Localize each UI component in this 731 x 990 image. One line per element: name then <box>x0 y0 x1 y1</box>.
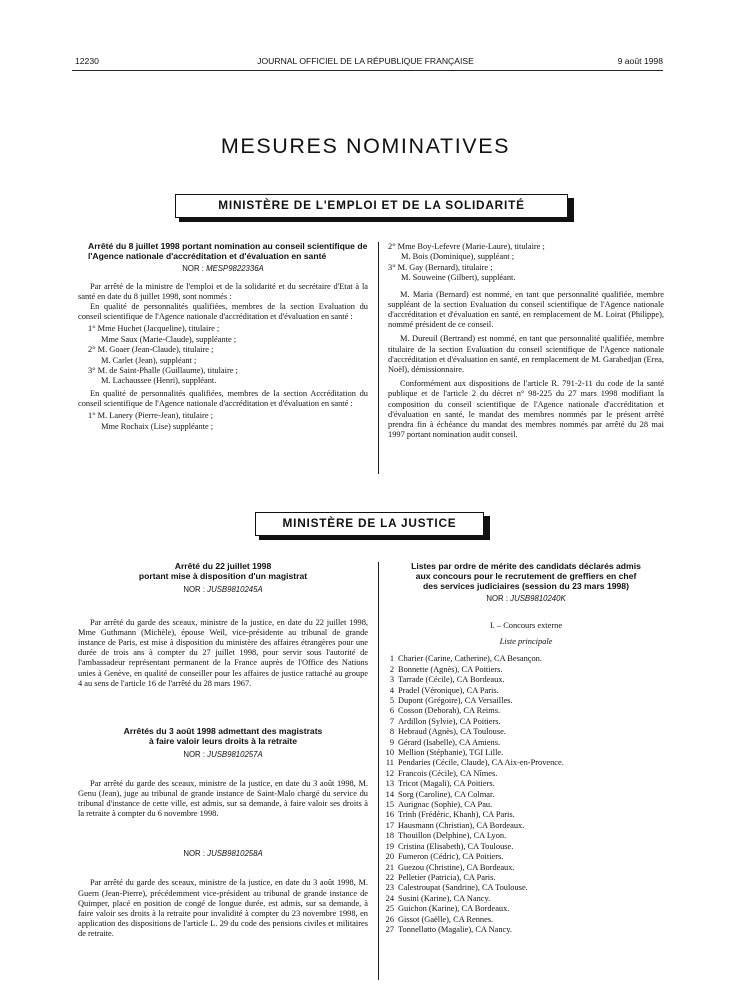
candidate-name: Hausmann (Christian), CA Bordeaux. <box>398 820 525 830</box>
nor-code: JUSB9810245A <box>207 584 263 594</box>
rank-number: 25 <box>385 904 394 914</box>
nor-code: MESP9822336A <box>206 263 264 273</box>
list-item <box>372 831 666 841</box>
rank-number: 14 <box>385 789 394 799</box>
title-line: Listes par ordre de mérite des candidats déclarés admis <box>411 561 641 571</box>
list-item: 2° M. Goaer (Jean-Claude), titulaire ; <box>88 345 214 355</box>
list-item: 2° Mme Boy-Lefevre (Marie-Laure), titulaire ; <box>388 242 545 251</box>
nor-line <box>386 594 666 603</box>
listes-title <box>386 562 666 591</box>
rank-number: 15 <box>385 800 394 810</box>
arrete-title <box>78 727 368 747</box>
list-item: 1° Mme Huchet (Jacqueline), titulaire ; <box>88 324 220 334</box>
rank-number: 23 <box>385 883 394 893</box>
candidate-name: Tonnellatto (Magalie), CA Nancy. <box>398 924 512 934</box>
list-item: 1° M. Lanery (Pierre-Jean), titulaire ; <box>88 411 213 421</box>
rank-number: 21 <box>385 862 394 872</box>
title-line: à faire valoir leurs droits à la retraite <box>148 735 298 746</box>
rank-number: 3 <box>389 675 394 685</box>
rank-number: 18 <box>385 831 394 841</box>
list-item <box>372 717 666 727</box>
paragraph: Par arrêté du garde des sceaux, ministre de la justice, en date du 3 août 1998, M. Guern (Jean-Pierre), précédemment vice-président au tribunal de grande instance de Quimper, placé en position de congé de longue durée, est admis, sur sa demande, à faire valoir ses droits à la retraite pour invalidité à compter du 23 novembre 1998, en application des dispositions de l'article L. 29 du code des pensions civiles et militaires de retraite. <box>78 878 368 939</box>
list-item <box>372 863 666 873</box>
list-item <box>372 915 666 925</box>
nor-label: NOR : <box>183 749 205 759</box>
list-item: M. Carlet (Jean), suppléant ; <box>101 355 197 365</box>
column-divider <box>378 242 379 474</box>
rank-number: 5 <box>389 696 394 706</box>
rank-number: 17 <box>385 820 394 830</box>
candidate-name: Gissot (Gaëlle), CA Rennes. <box>398 914 494 924</box>
candidate-name: Aurignac (Sophie), CA Pau. <box>398 800 493 810</box>
arrete-title <box>78 562 368 582</box>
rank-number: 16 <box>385 810 394 820</box>
rank-number: 1 <box>389 654 394 664</box>
candidate-name: Calestroupat (Sandrine), CA Toulouse. <box>398 883 528 893</box>
list-item <box>372 779 666 789</box>
nor-line <box>78 264 368 273</box>
list-item <box>372 654 666 664</box>
paragraph: Par arrêté du garde des sceaux, ministre de la justice, en date du 22 juillet 1998, Mme Guthmann (Michèle), épouse Weil, vice-présidente au tribunal de grande instance de Paris, est mise à disposition du ministère des affaires étrangères pour une durée de trois ans à compter du 27 juillet 1998, pour servir sous l'autorité de l'ambassadeur représentant permanent de la France auprès de l'Office des Nations unies à Genève, en qualité de conseiller pour les affaires de justice rattaché au groupe 4 au sens de l'article 16 de l'arrêté du 28 mars 1967. <box>78 617 368 688</box>
list-item <box>372 842 666 852</box>
paragraph: Par arrêté de la ministre de l'emploi et de la solidarité et du secrétaire d'Etat à la santé en date du 8 juillet 1998, sont nommés : <box>78 281 368 301</box>
nor-line <box>78 750 368 759</box>
main-title: MESURES NOMINATIVES <box>220 134 511 158</box>
rank-number: 9 <box>389 737 394 747</box>
candidate-name: Pradel (Véronique), CA Paris. <box>398 685 499 695</box>
candidate-name: Pendaries (Cécile, Claude), CA Aix-en-Provence. <box>398 758 564 768</box>
list-item <box>372 727 666 737</box>
title-line: des services judiciaires (session du 23 mars 1998) <box>423 580 629 591</box>
list-item <box>372 852 666 862</box>
candidate-name: Cosson (Deborah), CA Reims. <box>398 706 501 716</box>
page-number: 12230 <box>75 56 99 66</box>
list-item <box>372 873 666 883</box>
list-item: 3° M. Gay (Bernard), titulaire ; <box>388 262 493 272</box>
paragraph: En qualité de personnalités qualifiées, membres de la section Evaluation du conseil scientifique de l'Agence nationale d'accréditation et d'évaluation en santé : <box>78 302 368 322</box>
candidate-name: Susini (Karine), CA Nancy. <box>398 893 491 903</box>
rank-number: 6 <box>389 706 394 716</box>
candidate-name: Mellion (Stéphanie), TGI Lille. <box>398 748 504 758</box>
list-item <box>372 706 666 716</box>
rank-number: 24 <box>385 893 394 903</box>
rank-number: 22 <box>385 872 394 882</box>
list-item: Mme Rochaix (Lise) suppléante ; <box>101 421 214 431</box>
nor-line <box>78 585 368 594</box>
rank-number: 27 <box>385 924 394 934</box>
paragraph: M. Dureuil (Bertrand) est nommé, en tant que personnalité qualifiée, membre titulaire de la section Evaluation du conseil scientifique de l'Agence nationale d'accréditation et d'évaluation en santé, en remplacement de M. Garabedjan (Erea, Noël), démissionnaire. <box>388 334 664 375</box>
liste-principale-heading: Liste principale <box>499 637 553 647</box>
list-item <box>372 696 666 706</box>
nor-line <box>78 849 368 858</box>
nor-code: JUSB9810240K <box>510 594 566 604</box>
candidate-list <box>372 654 666 935</box>
justice-left-column <box>78 562 368 940</box>
list-item <box>372 748 666 758</box>
candidate-name: Fumeron (Cédric), CA Poitiers. <box>398 852 504 862</box>
candidate-name: Tricot (Magali), CA Poitiers. <box>398 779 495 789</box>
rank-number: 10 <box>385 748 394 758</box>
list-item: Mme Saux (Marie-Claude), suppléante ; <box>101 334 237 344</box>
list-item <box>372 769 666 779</box>
nor-label: NOR : <box>486 594 508 604</box>
list-item <box>372 738 666 748</box>
ministry-box-justice: MINISTÈRE DE LA JUSTICE <box>255 512 484 536</box>
concours-heading: I. – Concours externe <box>489 621 563 631</box>
paragraph: Conformément aux dispositions de l'article R. 791-2-11 du code de la santé publique et de l'article 2 du décret n° 98-225 du 27 mars 1998 modifiant la composition du conseil scientifique de l'Agence nationale d'accréditation et d'évaluation en santé, le mandat des membres nommés par le présent arrêté prendra fin à échéance du mandat des membres nommés par arrêté du 28 mai 1997 portant nomination audit conseil. <box>388 379 664 440</box>
candidate-name: Ardillon (Sylvie), CA Poitiers. <box>398 716 501 726</box>
list-item: M. Souweine (Gilbert), suppléant. <box>401 273 516 283</box>
list-item <box>372 790 666 800</box>
candidate-name: Tarrade (Cécile), CA Bordeaux. <box>398 675 505 685</box>
rank-number: 13 <box>385 779 394 789</box>
nor-label: NOR : <box>183 584 205 594</box>
justice-right-column <box>386 562 666 935</box>
paragraph: En qualité de personnalités qualifiées, membres de la section Accréditation du conseil scientifique de l'Agence nationale d'accréditation et d'évaluation en santé : <box>78 388 368 409</box>
list-item <box>372 675 666 685</box>
title-line: portant mise à disposition d'un magistrat <box>138 570 308 581</box>
rank-number: 12 <box>385 768 394 778</box>
paragraph: M. Maria (Bernard) est nommé, en tant que personnalité qualifiée, membre suppléant de la section Evaluation du conseil scientifique de l'Agence nationale d'accréditation et d'évaluation en santé, en remplacement de M. Loirat (Philippe), nommé président de ce conseil. <box>388 289 664 330</box>
rank-number: 11 <box>385 758 394 768</box>
list-item <box>372 800 666 810</box>
candidate-name: Sorg (Caroline), CA Colmar. <box>398 789 495 799</box>
rank-number: 26 <box>385 914 394 924</box>
list-item <box>372 665 666 675</box>
candidate-name: Guezou (Christine), CA Bordeaux. <box>398 862 515 872</box>
title-line: Arrêtés du 3 août 1998 admettant des magistrats <box>123 726 323 737</box>
candidate-name: Charier (Carine, Catherine), CA Besançon. <box>398 654 542 664</box>
header-rule <box>72 70 663 71</box>
rank-number: 2 <box>389 664 394 674</box>
list-item: 3° M. de Saint-Phalle (Guillaume), titulaire ; <box>88 366 238 376</box>
arrete-emploi-left <box>78 242 368 432</box>
nor-code: JUSB9810257A <box>207 749 263 759</box>
title-line: aux concours pour le recrutement de greffiers en chef <box>415 570 637 581</box>
list-item <box>372 894 666 904</box>
title-line: Arrêté du 22 juillet 1998 <box>174 561 272 571</box>
list-item <box>372 686 666 696</box>
nor-label: NOR : <box>183 849 205 859</box>
list-item <box>372 904 666 914</box>
rank-number: 19 <box>385 841 394 851</box>
list-item: M. Bois (Dominique), suppléant ; <box>401 252 515 262</box>
list-item: M. Lachaussee (Henri), suppléant. <box>101 376 217 386</box>
list-item <box>372 758 666 768</box>
candidate-name: Hebraud (Agnès), CA Toulouse. <box>398 727 506 737</box>
rank-number: 7 <box>389 716 394 726</box>
candidate-name: Thouillon (Delphine), CA Lyon. <box>398 831 507 841</box>
arrete-emploi-right <box>388 242 664 440</box>
ministry-box-emploi: MINISTÈRE DE L'EMPLOI ET DE LA SOLIDARITÉ <box>175 194 568 218</box>
candidate-name: Bonnette (Agnès), CA Poitiers. <box>398 664 503 674</box>
arrete-title: Arrêté du 8 juillet 1998 portant nomination au conseil scientifique de l'Agence nationale d'accréditation et d'évaluation en santé <box>88 241 368 261</box>
candidate-name: Trinh (Frédéric, Khanh), CA Paris. <box>398 810 515 820</box>
rank-number: 4 <box>389 685 394 695</box>
issue-date: 9 août 1998 <box>617 56 663 66</box>
rank-number: 20 <box>385 852 394 862</box>
candidate-name: Dupont (Grégoire), CA Versailles. <box>398 696 513 706</box>
list-item <box>372 810 666 820</box>
candidate-name: Pelletier (Patricia), CA Paris. <box>398 872 496 882</box>
candidate-name: Cristina (Elisabeth), CA Toulouse. <box>398 841 514 851</box>
paragraph: Par arrêté du garde des sceaux, ministre de la justice, en date du 3 août 1998, M. Genu (Jean), juge au tribunal de grande instance de Saint-Malo chargé du service du tribunal d'instance de cette ville, est admis, sur sa demande, à faire valoir ses droits à la retraite à compter du 6 novembre 1998. <box>78 778 368 819</box>
nor-code: JUSB9810258A <box>207 849 263 859</box>
candidate-name: Gérard (Isabelle), CA Amiens. <box>398 737 501 747</box>
list-item <box>372 821 666 831</box>
list-item <box>372 925 666 935</box>
candidate-name: Francois (Cécile), CA Nîmes. <box>398 768 498 778</box>
candidate-name: Guichon (Karine), CA Bordeaux. <box>398 904 510 914</box>
rank-number: 8 <box>389 727 394 737</box>
journal-title: JOURNAL OFFICIEL DE LA RÉPUBLIQUE FRANÇAISE <box>257 56 474 66</box>
nor-label: NOR : <box>182 263 204 273</box>
list-item <box>372 883 666 893</box>
